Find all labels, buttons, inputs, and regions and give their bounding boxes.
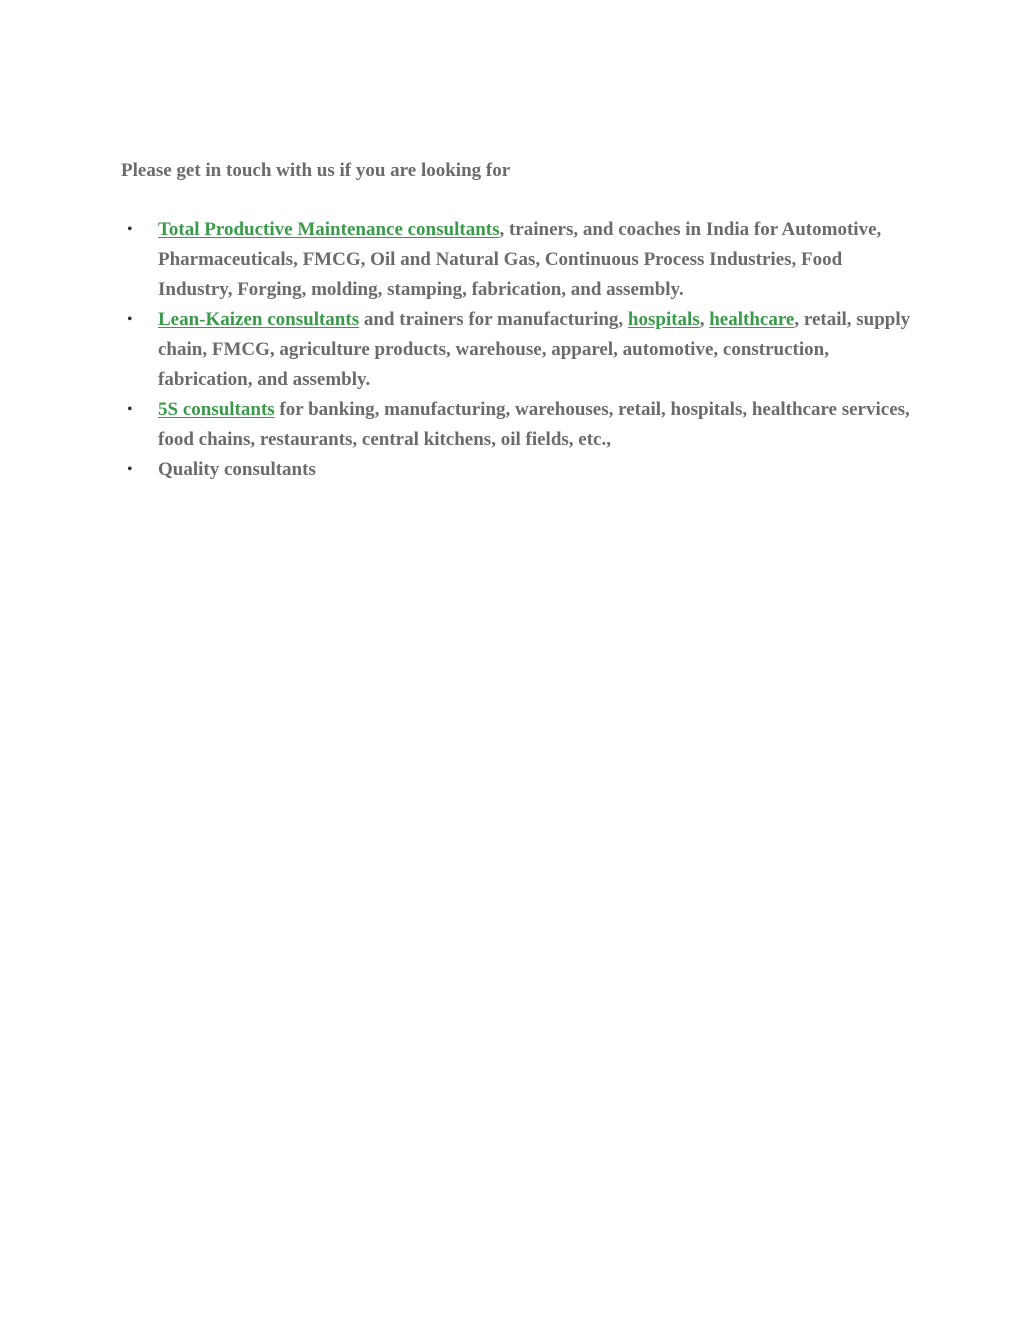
list-item-text: ,	[699, 309, 710, 330]
list-item	[121, 455, 911, 485]
services-list	[121, 215, 911, 485]
list-item-text: , trainers, and coaches in India for Automotive, Pharmaceuticals, FMCG, Oil and Natural Gas, Continuous Process Industries, Food Industry, Forging, molding, stamping, fabrication, and assembly.	[158, 219, 882, 300]
list-item	[121, 215, 911, 305]
list-item-text: , retail, supply chain, FMCG, agriculture products, warehouse, apparel, automotive, construction, fabrication, and assembly.	[158, 309, 911, 390]
lean-kaizen-consultants-link[interactable]: Lean-Kaizen consultants	[158, 309, 360, 330]
hospitals-link[interactable]: hospitals	[627, 309, 700, 330]
quality-consultants-text: Quality consultants	[158, 459, 316, 480]
bullet-icon: •	[127, 401, 133, 418]
list-item-text: for banking, manufacturing, warehouses, retail, hospitals, healthcare services, food chains, restaurants, central kitchens, oil fields, etc.,	[158, 399, 910, 450]
5s-consultants-link[interactable]: 5S consultants	[158, 399, 275, 420]
list-item	[121, 395, 911, 455]
tpm-consultants-link[interactable]: Total Productive Maintenance consultants	[158, 219, 500, 240]
intro-text: Please get in touch with us if you are looking for	[121, 160, 511, 181]
list-item-text: and trainers for manufacturing,	[359, 309, 628, 330]
healthcare-link[interactable]: healthcare	[709, 309, 795, 330]
list-item	[121, 305, 911, 395]
bullet-icon: •	[127, 461, 133, 478]
bullet-icon: •	[127, 311, 133, 328]
bullet-icon: •	[127, 221, 133, 238]
